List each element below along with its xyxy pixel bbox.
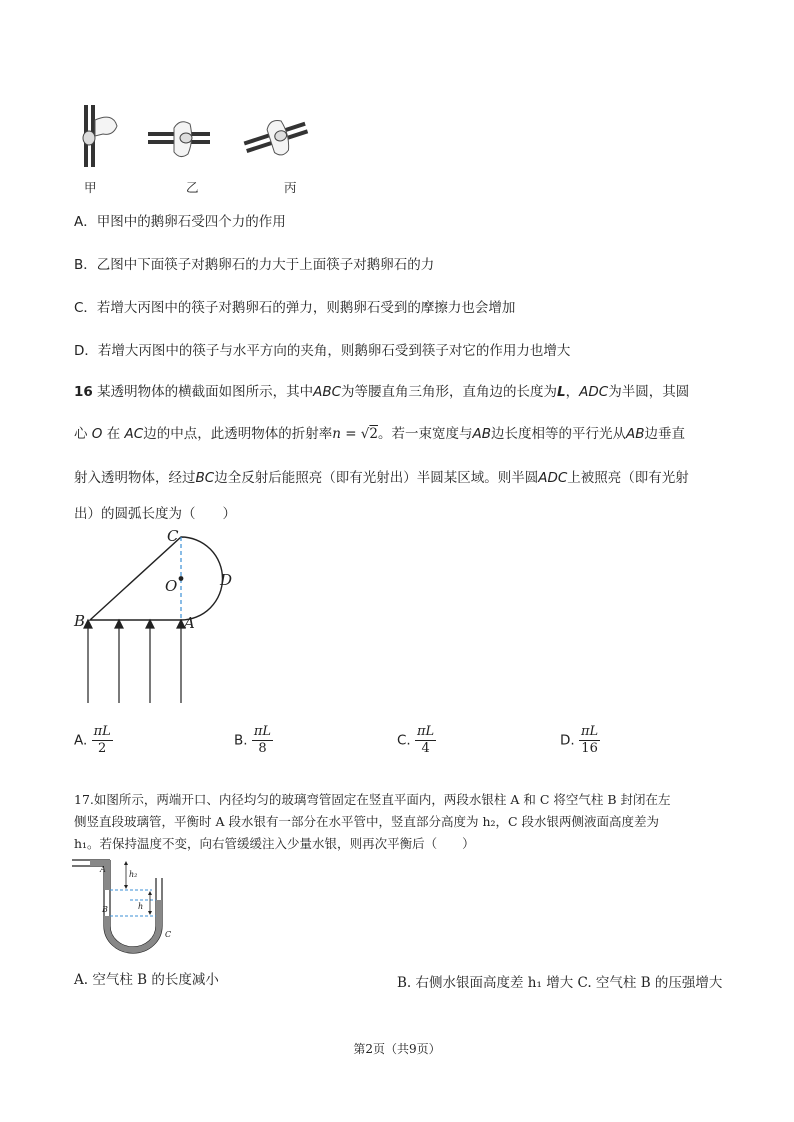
q17-label-a: A [100, 865, 106, 874]
q15-option-b: B．乙图中下面筷子对鹅卵石的力大于上面筷子对鹅卵石的力 [74, 257, 435, 273]
page-footer: 第2页（共9页） [353, 1042, 441, 1056]
q16-line-2: 心 O 在 AC边的中点，此透明物体的折射率n = √2。若一束宽度与AB边长度相等的平行光从AB边垂直 [74, 426, 685, 442]
sqrt-symbol: √2 [360, 426, 378, 442]
q16-number: 16 [74, 384, 93, 400]
q16-label-d: D [220, 571, 233, 589]
q17-label-b: B [102, 905, 108, 914]
q17-option-a: A. 空气柱 B 的长度减小 [74, 972, 219, 988]
q16-label-a: A [184, 614, 195, 632]
figure-label-jia: 甲 [84, 180, 97, 195]
q16-prism-figure [70, 525, 250, 710]
q17-label-h: h [138, 902, 144, 911]
q16-line-1: 16 某透明物体的横截面如图所示，其中ABC为等腰直角三角形，直角边的长度为L，ADC为半圆，其圆 [74, 384, 690, 400]
q17-option-b-c: B. 右侧水银面高度差 h₁ 增大 C. 空气柱 B 的压强增大 [397, 975, 723, 991]
q17-line-1: 17.如图所示，两端开口、内径均匀的玻璃弯管固定在竖直平面内，两段水银柱 A 和 C 将空气柱 B 封闭在左 [74, 792, 671, 807]
figure-yi [148, 122, 210, 157]
q16-label-b: B [74, 612, 86, 630]
figure-label-bing: 丙 [284, 180, 297, 195]
q16-option-c: C. $\frac{\pi L}{4}$ [397, 724, 435, 756]
q16-option-a: A. $\frac{\pi L}{2}$ [74, 724, 111, 756]
q16-label-c: C [167, 527, 179, 545]
figure-jia [83, 105, 117, 167]
q17-line-2: 侧竖直段玻璃管，平衡时 A 段水银有一部分在水平管中，竖直部分高度为 h₂，C 段水银两侧液面高度差为 [74, 814, 660, 829]
q16-label-o: O [165, 577, 178, 595]
figure-label-yi: 乙 [186, 180, 199, 195]
q15-option-c: C．若增大丙图中的筷子对鹅卵石的弹力，则鹅卵石受到的摩擦力也会增加 [74, 300, 516, 316]
q16-option-d: D. $\frac{\pi L}{16}$ [560, 724, 599, 756]
q17-u-tube-figure [70, 856, 180, 956]
q15-option-d: D．若增大丙图中的筷子与水平方向的夹角，则鹅卵石受到筷子对它的作用力也增大 [74, 343, 571, 359]
q17-label-h2: h₂ [129, 870, 138, 879]
q17-label-c: C [165, 930, 172, 939]
q16-line-4: 出）的圆弧长度为（ ） [74, 506, 236, 522]
q15-option-a: A．甲图中的鹅卵石受四个力的作用 [74, 214, 286, 230]
q17-line-3: h₁。若保持温度不变，向右管缓缓注入少量水银，则再次平衡后（ ） [74, 836, 475, 851]
q16-line-3: 射入透明物体，经过BC边全反射后能照亮（即有光射出）半圆某区域。则半圆ADC上被照亮（即有光射 [74, 470, 689, 486]
figure-bing [240, 112, 312, 165]
q16-option-b: B. $\frac{\pi L}{8}$ [234, 724, 272, 756]
q15-chopsticks-figure [74, 100, 324, 175]
